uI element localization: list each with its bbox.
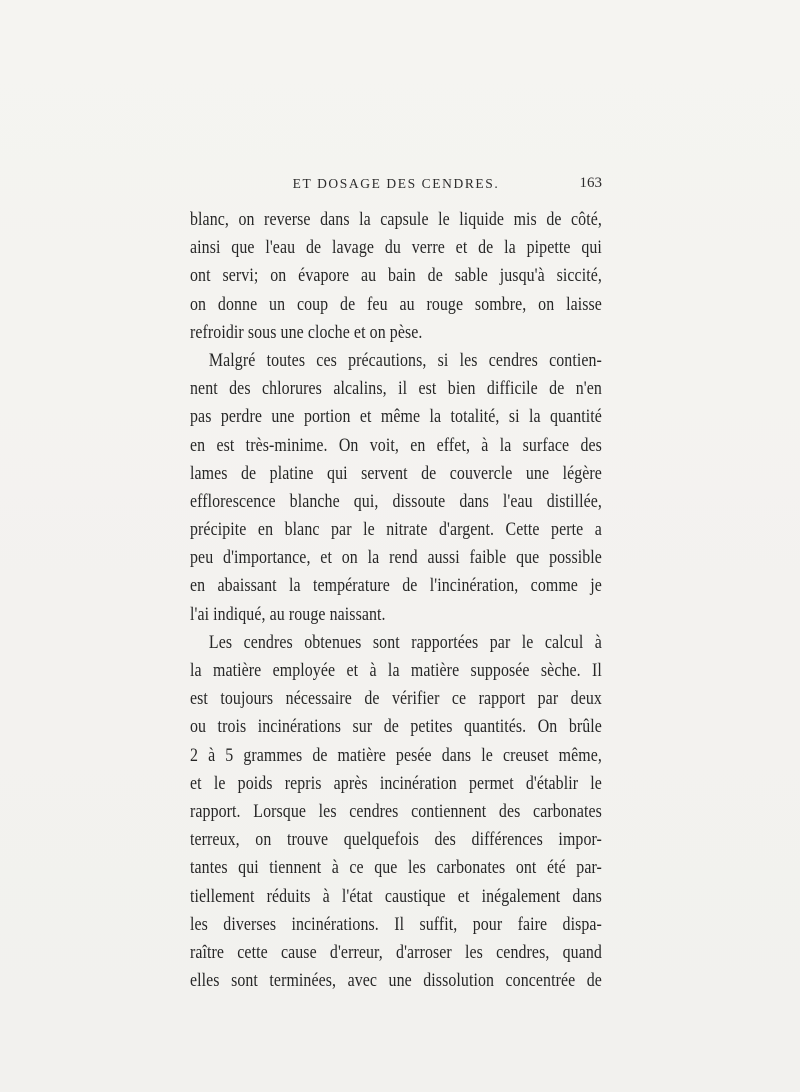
body-text bbox=[190, 206, 602, 995]
text-line: elles sont terminées, avec une dissolution concentrée de bbox=[190, 971, 602, 992]
text-line: tiellement réduits à l'état caustique et inégalement dans bbox=[190, 886, 602, 907]
text-line: en est très-minime. On voit, en effet, à la surface des bbox=[190, 435, 602, 456]
text-line: rapport. Lorsque les cendres contiennent des carbonates bbox=[190, 801, 602, 822]
text-line: lames de platine qui servent de couvercle une légère bbox=[190, 463, 602, 484]
text-line: ou trois incinérations sur de petites quantités. On brûle bbox=[190, 717, 602, 738]
running-title: ET DOSAGE DES CENDRES. bbox=[292, 176, 500, 191]
text-line: pas perdre une portion et même la totalité, si la quantité bbox=[190, 407, 602, 428]
text-line: est toujours nécessaire de vérifier ce rapport par deux bbox=[190, 689, 602, 710]
text-line: refroidir sous une cloche et on pèse. bbox=[190, 322, 423, 343]
text-line: en abaissant la température de l'incinération, comme je bbox=[190, 576, 602, 597]
text-line: ainsi que l'eau de lavage du verre et de la pipette qui bbox=[190, 238, 602, 259]
text-line: la matière employée et à la matière supposée sèche. Il bbox=[190, 661, 602, 681]
text-line: blanc, on reverse dans la capsule le liquide mis de côté, bbox=[190, 210, 602, 230]
text-line: l'ai indiqué, au rouge naissant. bbox=[190, 604, 386, 625]
text-line: les diverses incinérations. Il suffit, pour faire dispa- bbox=[190, 914, 602, 935]
paragraph-start-line: Les cendres obtenues sont rapportées par le calcul à bbox=[208, 632, 602, 653]
text-line: 2 à 5 grammes de matière pesée dans le creuset même, bbox=[190, 745, 602, 766]
text-line: on donne un coup de feu au rouge sombre, on laisse bbox=[190, 294, 602, 315]
text-line: peu d'importance, et on la rend aussi faible que possible bbox=[190, 548, 602, 569]
page-number: 163 bbox=[579, 175, 602, 191]
text-line: raître cette cause d'erreur, d'arroser les cendres, quand bbox=[190, 942, 602, 963]
paragraph-start-line: Malgré toutes ces précautions, si les cendres contien- bbox=[208, 350, 602, 371]
running-head bbox=[190, 176, 602, 200]
text-line: tantes qui tiennent à ce que les carbonates ont été par- bbox=[190, 858, 602, 879]
text-line: et le poids repris après incinération permet d'établir le bbox=[190, 773, 602, 794]
text-line: nent des chlorures alcalins, il est bien difficile de n'en bbox=[190, 379, 602, 400]
text-line: précipite en blanc par le nitrate d'argent. Cette perte a bbox=[190, 520, 602, 541]
text-line: ont servi; on évapore au bain de sable jusqu'à siccité, bbox=[190, 266, 602, 287]
text-line: efflorescence blanche qui, dissoute dans l'eau distillée, bbox=[190, 491, 602, 512]
text-line: terreux, on trouve quelquefois des différences impor- bbox=[190, 830, 602, 851]
